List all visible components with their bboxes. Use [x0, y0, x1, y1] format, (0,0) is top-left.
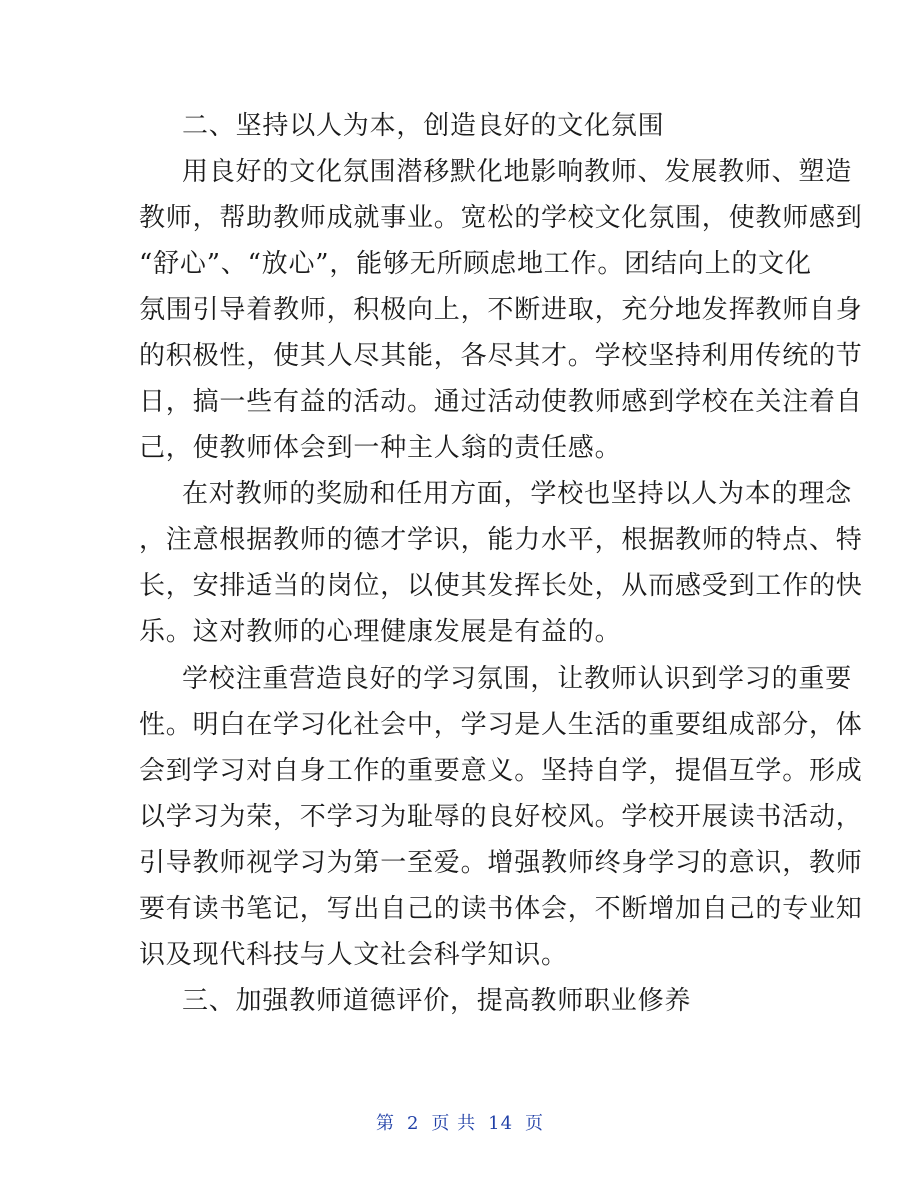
paragraph-line: 长，安排适当的岗位，以使其发挥长处，从而感受到工作的快 [139, 571, 863, 601]
paragraph-line: 氛围引导着教师，积极向上，不断进取，充分地发挥教师自身 [139, 295, 863, 325]
footer-prefix: 第 [375, 1113, 395, 1134]
section-heading: 二、坚持以人为本，创造良好的文化氛围 [182, 111, 665, 141]
footer-suffix: 页 [525, 1113, 545, 1134]
paragraph-line: 识及现代科技与人文社会科学知识。 [139, 940, 568, 970]
paragraph-line: 乐。这对教师的心理健康发展是有益的。 [139, 617, 622, 647]
paragraph-line: 教师，帮助教师成就事业。宽松的学校文化氛围，使教师感到 [139, 203, 863, 233]
paragraph-line: 会到学习对自身工作的重要意义。坚持自学，提倡互学。形成 [139, 756, 863, 786]
paragraph-line: 引导教师视学习为第一至爱。增强教师终身学习的意识，教师 [139, 848, 863, 878]
footer-total-pages: 14 [488, 1113, 514, 1134]
footer-page-number: 2 [406, 1113, 420, 1134]
paragraph-line: 在对教师的奖励和任用方面，学校也坚持以人为本的理念 [182, 479, 853, 509]
paragraph-line: 要有读书笔记，写出自己的读书体会，不断增加自己的专业知 [139, 894, 863, 924]
paragraph-line: 学校注重营造良好的学习氛围，让教师认识到学习的重要 [182, 664, 853, 694]
footer-middle: 页 共 [431, 1113, 477, 1134]
section-heading: 三、加强教师道德评价，提高教师职业修养 [182, 986, 692, 1016]
paragraph-line: 的积极性，使其人尽其能，各尽其才。学校坚持利用传统的节 [139, 341, 863, 371]
paragraph-line: ，注意根据教师的德才学识，能力水平，根据教师的特点、特 [139, 525, 863, 555]
paragraph-line: 己，使教师体会到一种主人翁的责任感。 [139, 433, 622, 463]
paragraph-line: 性。明白在学习化社会中，学习是人生活的重要组成部分，体 [139, 710, 863, 740]
paragraph-line: 用良好的文化氛围潜移默化地影响教师、发展教师、塑造 [182, 157, 853, 187]
page-footer [0, 1112, 920, 1136]
paragraph-line: “舒心”、“放心”，能够无所顾虑地工作。团结向上的文化 [139, 249, 812, 279]
paragraph-line: 日，搞一些有益的活动。通过活动使教师感到学校在关注着自 [139, 387, 863, 417]
paragraph-line: 以学习为荣，不学习为耻辱的良好校风。学校开展读书活动， [139, 802, 863, 832]
